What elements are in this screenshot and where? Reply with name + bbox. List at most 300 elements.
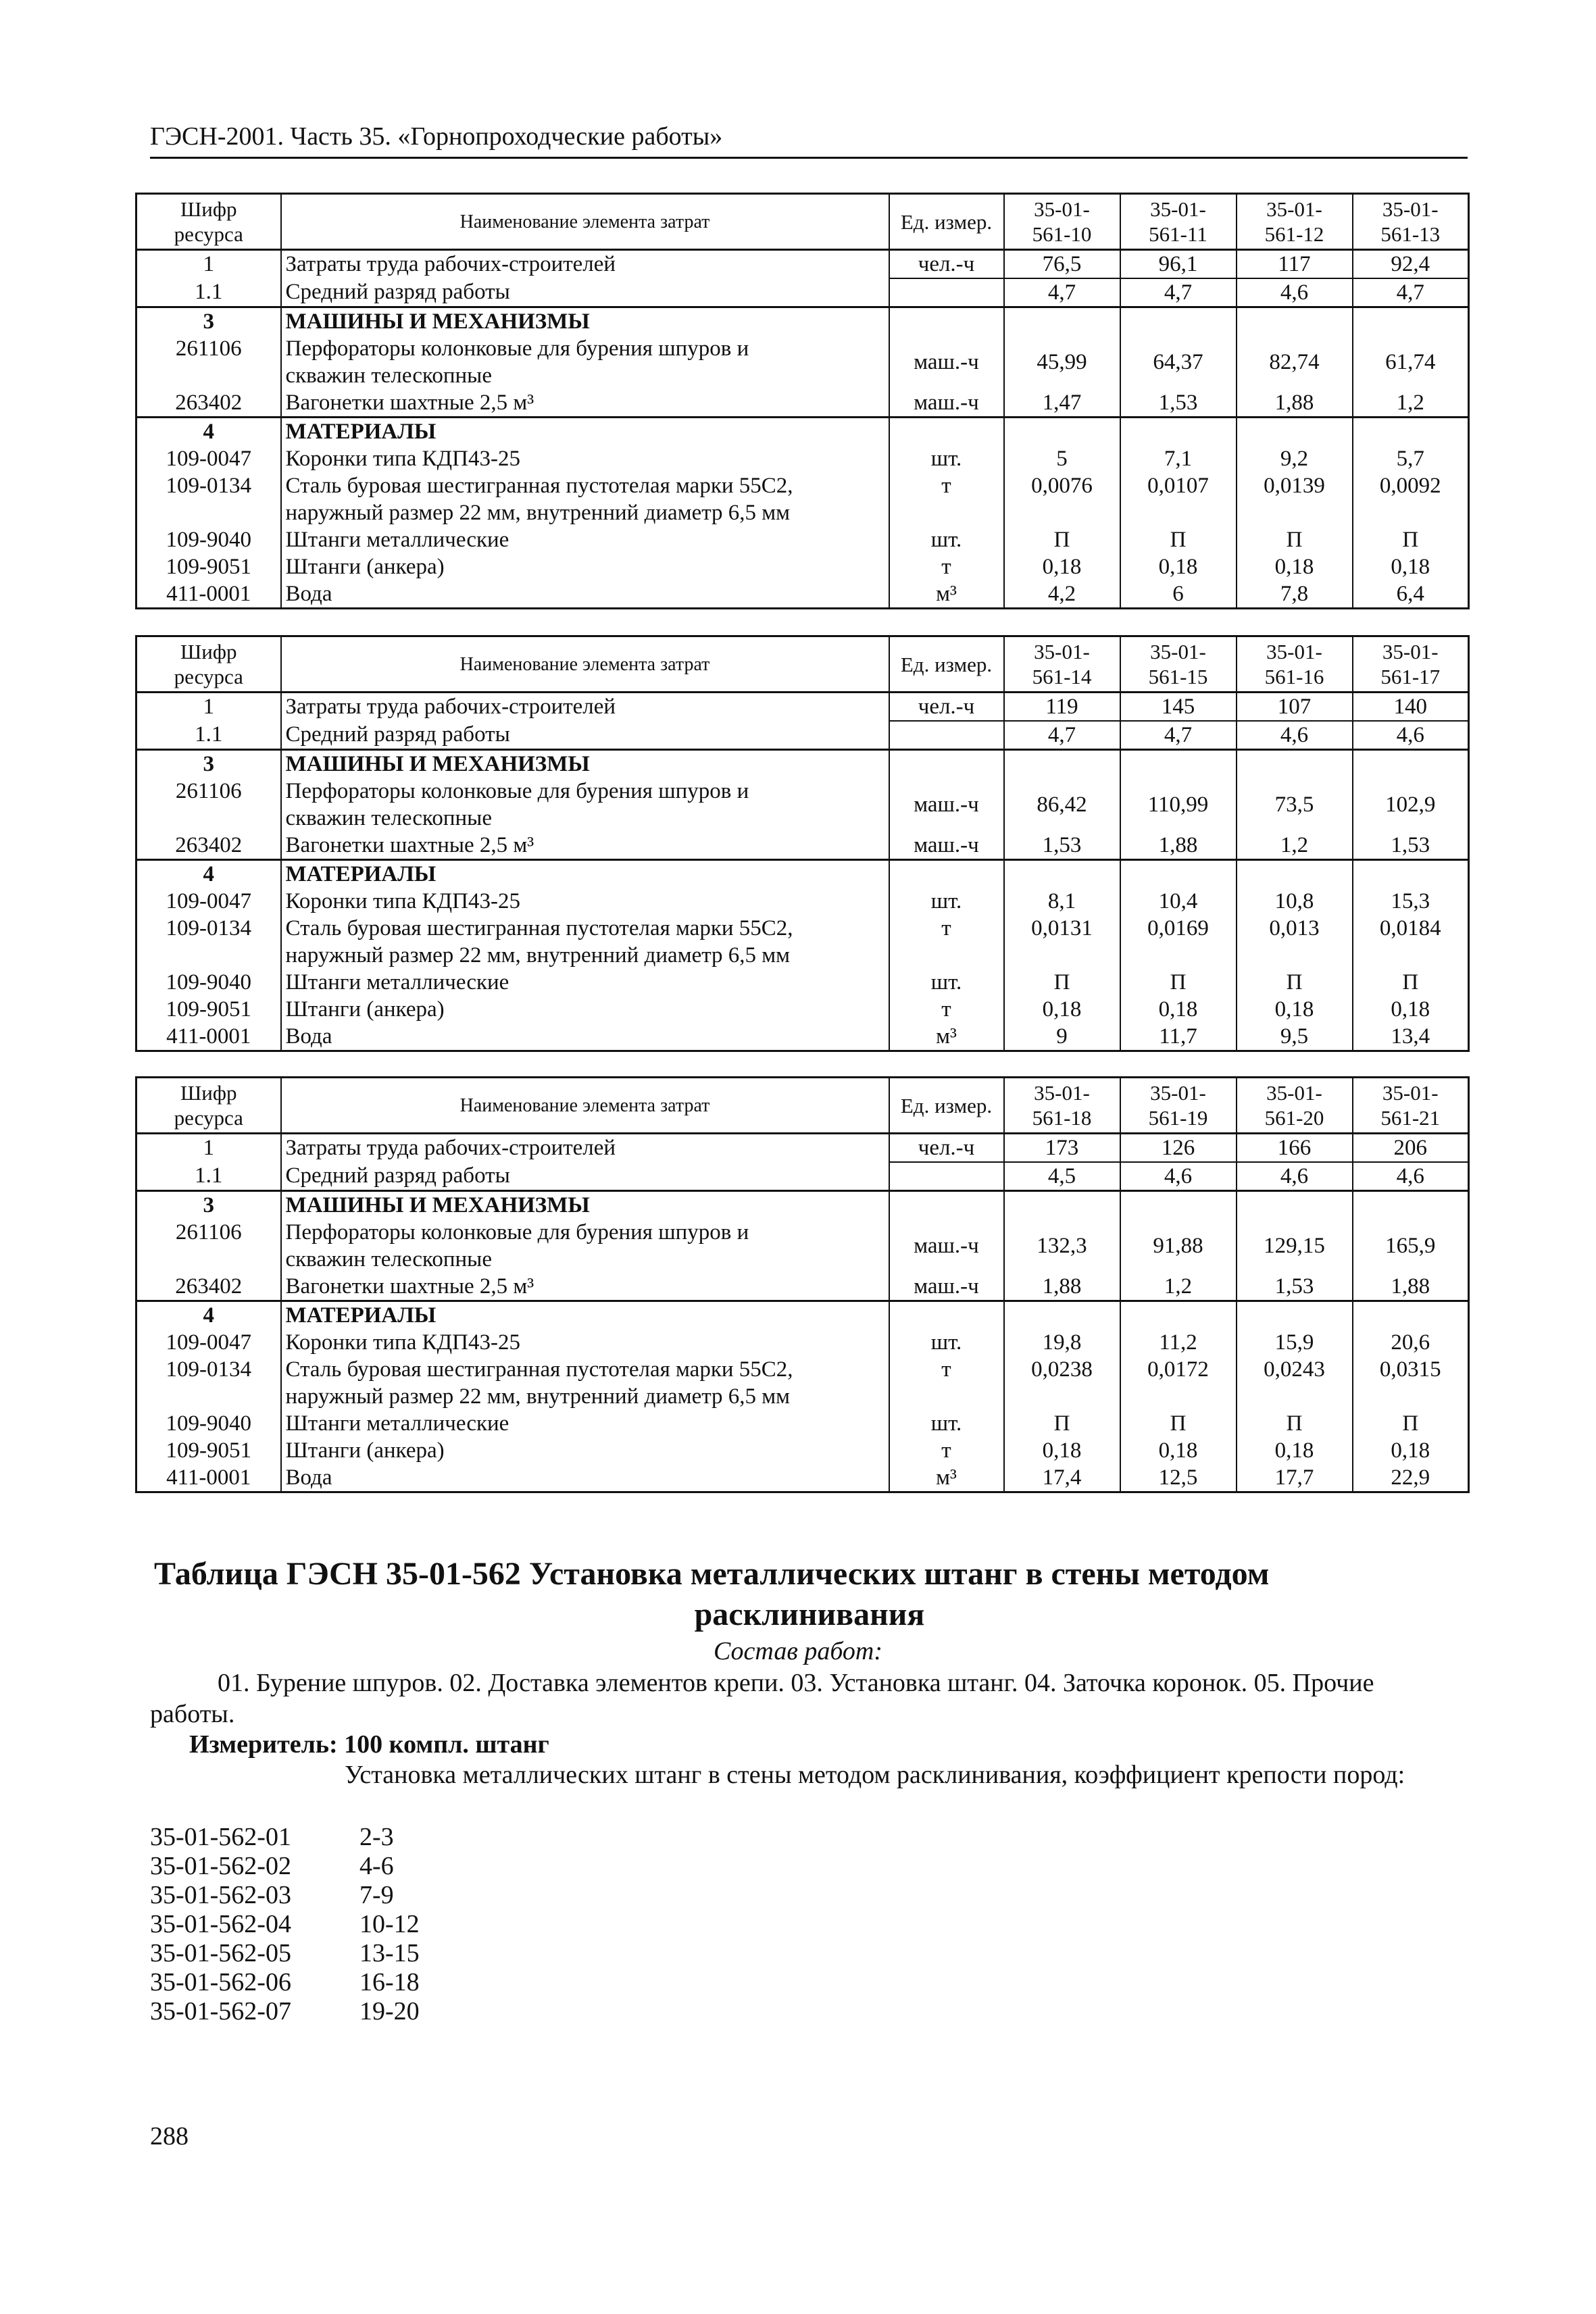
unit-of-measure: шт. (889, 526, 1004, 553)
empty-cell (1004, 418, 1120, 446)
norm-code: 35-01-562-04 (150, 1910, 291, 1938)
norm-value: 4,7 (1120, 721, 1237, 750)
norm-value: 11,7 (1120, 1023, 1237, 1051)
resource-code: 261106 (136, 1219, 281, 1273)
norm-value: 0,0172 (1120, 1356, 1237, 1410)
table-row (136, 445, 1469, 472)
resource-code: 109-0134 (136, 1356, 281, 1410)
cost-element-name-line1: Сталь буровая шестигранная пустотелая марки 55С2, (285, 916, 793, 940)
unit-of-measure: маш.-ч (889, 832, 1004, 860)
unit-of-measure: шт. (889, 445, 1004, 472)
norm-value: 4,6 (1353, 1162, 1469, 1191)
cost-element-name: Штанги (анкера) (281, 553, 889, 580)
section-title-line1: Таблица ГЭСН 35-01-562 Установка металлических штанг в стены методом (154, 1556, 1270, 1592)
table-row (136, 278, 1469, 307)
list-item (150, 1852, 420, 1881)
norm-value: 0,013 (1237, 915, 1353, 969)
norm-value: П (1237, 526, 1353, 553)
section-name: МАТЕРИАЛЫ (281, 1301, 889, 1330)
norm-value: 102,9 (1353, 778, 1469, 832)
norm-value: 1,53 (1004, 832, 1120, 860)
unit-of-measure: маш.-ч (889, 389, 1004, 418)
section-row (136, 750, 1469, 778)
table-row (136, 1329, 1469, 1356)
norm-value: 86,42 (1004, 778, 1120, 832)
section-row (136, 1301, 1469, 1330)
norm-value: П (1120, 526, 1237, 553)
norm-value: 1,53 (1120, 389, 1237, 418)
norm-value: П (1353, 1410, 1469, 1437)
column-header-code-line2: ресурса (174, 665, 243, 688)
column-header-norm-code (1120, 636, 1237, 693)
table-row (136, 250, 1469, 279)
norm-value: 0,0139 (1237, 472, 1353, 526)
unit-of-measure: т (889, 996, 1004, 1023)
column-header-code (136, 194, 281, 250)
work-composition-label: Состав работ: (713, 1637, 883, 1665)
table-row (136, 915, 1469, 969)
norm-value: 0,18 (1120, 1437, 1237, 1464)
norm-code-line2: 561-13 (1380, 222, 1441, 246)
empty-cell (1004, 860, 1120, 888)
norm-value: 76,5 (1004, 250, 1120, 279)
cost-element-name: Штанги металлические (281, 1410, 889, 1437)
norm-value: 0,18 (1004, 996, 1120, 1023)
empty-cell (1120, 1301, 1237, 1330)
norm-value: 19,8 (1004, 1329, 1120, 1356)
unit-of-measure (889, 278, 1004, 307)
resource-code: 263402 (136, 389, 281, 418)
page-header: ГЭСН-2001. Часть 35. «Горнопроходческие работы» (150, 122, 1468, 159)
list-item (150, 1968, 420, 1997)
norm-value: 4,7 (1120, 278, 1237, 307)
column-header-code-line1: Шифр (180, 640, 237, 663)
norm-value: 7,8 (1237, 580, 1353, 609)
cost-element-name: Штанги (анкера) (281, 996, 889, 1023)
table-row (136, 1437, 1469, 1464)
unit-of-measure: т (889, 472, 1004, 526)
rock-hardness-range: 19-20 (359, 1997, 420, 2026)
empty-cell (1004, 307, 1120, 336)
table-row (136, 996, 1469, 1023)
resource-code: 1 (136, 693, 281, 722)
unit-of-measure: т (889, 553, 1004, 580)
cost-element-name: Коронки типа КДП43-25 (281, 888, 889, 915)
norm-value: 140 (1353, 693, 1469, 722)
unit-of-measure: маш.-ч (889, 778, 1004, 832)
norm-value: 45,99 (1004, 335, 1120, 389)
column-header-norm-code (1004, 194, 1120, 250)
cost-element-name: Коронки типа КДП43-25 (281, 445, 889, 472)
norm-value: П (1004, 969, 1120, 996)
table-row (136, 721, 1469, 750)
resource-code: 411-0001 (136, 1464, 281, 1492)
cost-element-name (281, 472, 889, 526)
norm-value: 92,4 (1353, 250, 1469, 279)
norm-value: 4,7 (1004, 278, 1120, 307)
column-header-code-line1: Шифр (180, 197, 237, 221)
norm-value: 73,5 (1237, 778, 1353, 832)
resource-code: 109-9040 (136, 969, 281, 996)
unit-of-measure: чел.-ч (889, 250, 1004, 279)
column-header-norm-code (1237, 1078, 1353, 1134)
norm-value: 1,47 (1004, 389, 1120, 418)
resource-code: 109-9040 (136, 1410, 281, 1437)
unit-of-measure: шт. (889, 1329, 1004, 1356)
cost-element-name: Вода (281, 1464, 889, 1492)
norm-value: 1,53 (1237, 1273, 1353, 1301)
cost-element-name: Коронки типа КДП43-25 (281, 1329, 889, 1356)
resource-code: 109-0047 (136, 888, 281, 915)
norm-code-line1: 35-01- (1034, 1081, 1090, 1105)
unit-of-measure: чел.-ч (889, 1134, 1004, 1163)
cost-element-name-line2: наружный размер 22 мм, внутренний диаметр 6,5 мм (285, 501, 791, 525)
cost-element-name (281, 1219, 889, 1273)
section-code: 4 (136, 418, 281, 446)
empty-cell (1120, 307, 1237, 336)
resource-code: 109-9051 (136, 553, 281, 580)
column-header-code-line2: ресурса (174, 222, 243, 246)
column-header-code (136, 1078, 281, 1134)
norm-value: 11,2 (1120, 1329, 1237, 1356)
empty-cell (1353, 418, 1469, 446)
column-header-norm-code (1353, 1078, 1469, 1134)
table-row (136, 580, 1469, 609)
norm-value: 7,1 (1120, 445, 1237, 472)
cost-element-name (281, 915, 889, 969)
cost-element-name-line2: скважин телескопные (285, 1247, 492, 1272)
norm-value: 0,0315 (1353, 1356, 1469, 1410)
table-row (136, 1273, 1469, 1301)
column-header-norm-code (1004, 1078, 1120, 1134)
cost-element-name: Вода (281, 580, 889, 609)
rock-hardness-range: 13-15 (359, 1939, 420, 1967)
norm-code: 35-01-562-05 (150, 1939, 291, 1967)
norm-value: 0,18 (1120, 996, 1237, 1023)
norm-value: П (1120, 969, 1237, 996)
norm-value: П (1004, 1410, 1120, 1437)
norm-value: 82,74 (1237, 335, 1353, 389)
column-header-unit: Ед. измер. (889, 194, 1004, 250)
norm-value: 0,0092 (1353, 472, 1469, 526)
norm-value: 0,18 (1004, 1437, 1120, 1464)
resource-code: 1.1 (136, 278, 281, 307)
resource-code: 263402 (136, 1273, 281, 1301)
norm-value: 1,88 (1237, 389, 1353, 418)
table-row (136, 1356, 1469, 1410)
norm-value: 15,9 (1237, 1329, 1353, 1356)
empty-cell (1353, 860, 1469, 888)
norm-value: 4,6 (1353, 721, 1469, 750)
column-header-norm-code (1353, 194, 1469, 250)
norm-value: 9 (1004, 1023, 1120, 1051)
unit-of-measure: м³ (889, 580, 1004, 609)
norm-value: 1,88 (1120, 832, 1237, 860)
cost-element-name: Затраты труда рабочих-строителей (281, 250, 889, 279)
norm-value: 4,6 (1237, 1162, 1353, 1191)
norm-value: 107 (1237, 693, 1353, 722)
work-composition-text: 01. Бурение шпуров. 02. Доставка элементов крепи. 03. Установка штанг. 04. Заточка коронок. 05. Прочие работы. (150, 1669, 1374, 1728)
norm-code-line2: 561-18 (1032, 1106, 1092, 1130)
cost-element-name: Штанги металлические (281, 526, 889, 553)
rock-hardness-range: 4-6 (359, 1852, 394, 1880)
rock-hardness-range: 2-3 (359, 1823, 394, 1851)
norm-value: 119 (1004, 693, 1120, 722)
norm-value: 0,0184 (1353, 915, 1469, 969)
empty-cell (1237, 1301, 1353, 1330)
column-header-name: Наименование элемента затрат (281, 194, 889, 250)
norm-value: 15,3 (1353, 888, 1469, 915)
unit-of-measure (889, 1162, 1004, 1191)
table-row (136, 1162, 1469, 1191)
norm-table (135, 635, 1470, 1052)
table-row (136, 1219, 1469, 1273)
norm-table (135, 193, 1470, 609)
norm-value: 165,9 (1353, 1219, 1469, 1273)
section-code: 3 (136, 1191, 281, 1219)
column-header-norm-code (1237, 636, 1353, 693)
unit-of-measure: м³ (889, 1464, 1004, 1492)
section-row (136, 307, 1469, 336)
cost-element-name-line2: скважин телескопные (285, 806, 492, 830)
cost-element-name-line1: Перфораторы колонковые для бурения шпуров и (285, 779, 749, 803)
norm-value: 0,0238 (1004, 1356, 1120, 1410)
resource-code: 411-0001 (136, 580, 281, 609)
norm-value: 110,99 (1120, 778, 1237, 832)
section-code: 4 (136, 860, 281, 888)
unit-of-measure: м³ (889, 1023, 1004, 1051)
column-header-norm-code (1353, 636, 1469, 693)
norm-code-line2: 561-17 (1380, 665, 1441, 688)
norm-value: П (1237, 969, 1353, 996)
unit-of-measure: т (889, 915, 1004, 969)
section-name: МАТЕРИАЛЫ (281, 860, 889, 888)
empty-cell (1237, 307, 1353, 336)
norm-value: 17,4 (1004, 1464, 1120, 1492)
cost-element-name: Штанги металлические (281, 969, 889, 996)
norm-value: 117 (1237, 250, 1353, 279)
cost-element-name: Вагонетки шахтные 2,5 м³ (281, 832, 889, 860)
norm-code: 35-01-562-07 (150, 1997, 291, 2026)
norm-code-line2: 561-16 (1264, 665, 1324, 688)
meter-label: Измеритель: 100 компл. штанг (189, 1730, 549, 1759)
column-header-code-line1: Шифр (180, 1081, 237, 1105)
norm-code-line2: 561-11 (1149, 222, 1207, 246)
table-row (136, 778, 1469, 832)
section-row (136, 1191, 1469, 1219)
table-row (136, 1410, 1469, 1437)
norm-code: 35-01-562-02 (150, 1852, 291, 1880)
section-row (136, 860, 1469, 888)
table-row (136, 553, 1469, 580)
norm-value: 0,18 (1237, 553, 1353, 580)
table-row (136, 969, 1469, 996)
column-header-unit: Ед. измер. (889, 636, 1004, 693)
norm-code-line1: 35-01- (1034, 640, 1090, 663)
norm-value: 6,4 (1353, 580, 1469, 609)
norm-value: 4,6 (1120, 1162, 1237, 1191)
norm-code-line1: 35-01- (1034, 197, 1090, 221)
cost-element-name-line2: наружный размер 22 мм, внутренний диаметр 6,5 мм (285, 1384, 791, 1409)
empty-cell (889, 1301, 1004, 1330)
norm-value: 9,5 (1237, 1023, 1353, 1051)
norm-code-line1: 35-01- (1382, 640, 1439, 663)
resource-code: 109-0047 (136, 445, 281, 472)
cost-element-name-line1: Сталь буровая шестигранная пустотелая марки 55С2, (285, 1357, 793, 1382)
cost-element-name: Средний разряд работы (281, 721, 889, 750)
norm-value: 22,9 (1353, 1464, 1469, 1492)
unit-of-measure: шт. (889, 888, 1004, 915)
norm-value: 0,0131 (1004, 915, 1120, 969)
norm-value: 10,4 (1120, 888, 1237, 915)
norm-value: 5 (1004, 445, 1120, 472)
unit-of-measure: шт. (889, 1410, 1004, 1437)
column-header-norm-code (1120, 1078, 1237, 1134)
column-header-code (136, 636, 281, 693)
rock-hardness-range: 10-12 (359, 1910, 420, 1938)
table-row (136, 472, 1469, 526)
norm-value: 96,1 (1120, 250, 1237, 279)
section-code: 3 (136, 750, 281, 778)
table-row (136, 888, 1469, 915)
column-header-unit: Ед. измер. (889, 1078, 1004, 1134)
norm-value: 10,8 (1237, 888, 1353, 915)
norm-value: 1,88 (1004, 1273, 1120, 1301)
section-title (154, 1554, 1465, 1635)
norm-codes-list (150, 1823, 420, 2026)
norm-value: П (1120, 1410, 1237, 1437)
resource-code: 109-0134 (136, 472, 281, 526)
norm-value: 0,18 (1353, 553, 1469, 580)
empty-cell (889, 418, 1004, 446)
column-header-name: Наименование элемента затрат (281, 1078, 889, 1134)
norm-code-line2: 561-12 (1264, 222, 1324, 246)
norm-value: 5,7 (1353, 445, 1469, 472)
norm-value: 129,15 (1237, 1219, 1353, 1273)
column-header-name: Наименование элемента затрат (281, 636, 889, 693)
norm-value: 1,88 (1353, 1273, 1469, 1301)
norm-value: 20,6 (1353, 1329, 1469, 1356)
empty-cell (1004, 750, 1120, 778)
empty-cell (1237, 750, 1353, 778)
empty-cell (1353, 1191, 1469, 1219)
norm-value: 61,74 (1353, 335, 1469, 389)
norm-value: 0,18 (1237, 996, 1353, 1023)
rock-hardness-range: 7-9 (359, 1881, 394, 1909)
empty-cell (1237, 1191, 1353, 1219)
empty-cell (1353, 1301, 1469, 1330)
cost-element-name-line2: скважин телескопные (285, 363, 492, 388)
empty-cell (1237, 860, 1353, 888)
norm-value: 0,18 (1237, 1437, 1353, 1464)
column-header-code-line2: ресурса (174, 1106, 243, 1130)
resource-code: 109-0047 (136, 1329, 281, 1356)
cost-element-name (281, 335, 889, 389)
norm-value: 132,3 (1004, 1219, 1120, 1273)
resource-code: 109-9051 (136, 1437, 281, 1464)
resource-code: 109-0134 (136, 915, 281, 969)
norm-value: 1,2 (1120, 1273, 1237, 1301)
norm-code-line1: 35-01- (1266, 1081, 1322, 1105)
rock-hardness-range: 16-18 (359, 1968, 420, 1996)
norm-code-line2: 561-21 (1380, 1106, 1441, 1130)
cost-element-name-line2: наружный размер 22 мм, внутренний диаметр 6,5 мм (285, 943, 791, 967)
empty-cell (1004, 1191, 1120, 1219)
section-name: МАШИНЫ И МЕХАНИЗМЫ (281, 307, 889, 336)
section-row (136, 418, 1469, 446)
norm-value: 173 (1004, 1134, 1120, 1163)
list-item (150, 1910, 420, 1939)
norm-value: 17,7 (1237, 1464, 1353, 1492)
unit-of-measure: маш.-ч (889, 1273, 1004, 1301)
resource-code: 1.1 (136, 1162, 281, 1191)
cost-element-name: Вагонетки шахтные 2,5 м³ (281, 1273, 889, 1301)
norm-code-line2: 561-14 (1032, 665, 1092, 688)
table-row (136, 1464, 1469, 1492)
table-row (136, 389, 1469, 418)
cost-element-name: Вода (281, 1023, 889, 1051)
norm-value: 4,7 (1353, 278, 1469, 307)
empty-cell (1353, 307, 1469, 336)
empty-cell (889, 860, 1004, 888)
empty-cell (889, 307, 1004, 336)
norm-value: 1,2 (1353, 389, 1469, 418)
cost-element-name: Средний разряд работы (281, 278, 889, 307)
resource-code: 411-0001 (136, 1023, 281, 1051)
norm-value: П (1237, 1410, 1353, 1437)
norm-code-line1: 35-01- (1150, 1081, 1206, 1105)
resource-code: 1.1 (136, 721, 281, 750)
norm-value: 4,6 (1237, 278, 1353, 307)
norm-code: 35-01-562-01 (150, 1823, 291, 1851)
cost-element-name: Штанги (анкера) (281, 1437, 889, 1464)
norm-value: 6 (1120, 580, 1237, 609)
empty-cell (1120, 860, 1237, 888)
section-code: 3 (136, 307, 281, 336)
norm-code-line1: 35-01- (1382, 1081, 1439, 1105)
cost-element-name: Средний разряд работы (281, 1162, 889, 1191)
norm-value: П (1353, 526, 1469, 553)
section-name: МАШИНЫ И МЕХАНИЗМЫ (281, 750, 889, 778)
cost-element-name-line1: Перфораторы колонковые для бурения шпуров и (285, 336, 749, 361)
norm-value: 4,2 (1004, 580, 1120, 609)
norm-value: 0,0076 (1004, 472, 1120, 526)
norm-code-line2: 561-15 (1148, 665, 1208, 688)
norm-code-line2: 561-10 (1032, 222, 1092, 246)
page-number: 288 (150, 2122, 189, 2150)
unit-of-measure: шт. (889, 969, 1004, 996)
list-item (150, 1997, 420, 2026)
norm-value: П (1004, 526, 1120, 553)
resource-code: 109-9051 (136, 996, 281, 1023)
section-title-line2: расклинивания (694, 1596, 925, 1632)
table-row (136, 526, 1469, 553)
norm-value: 4,7 (1004, 721, 1120, 750)
norm-value: 0,0243 (1237, 1356, 1353, 1410)
resource-code: 263402 (136, 832, 281, 860)
resource-code: 1 (136, 250, 281, 279)
column-header-norm-code (1237, 194, 1353, 250)
unit-of-measure: чел.-ч (889, 693, 1004, 722)
norm-value: 8,1 (1004, 888, 1120, 915)
norm-code-line1: 35-01- (1150, 640, 1206, 663)
norm-value: 0,18 (1353, 1437, 1469, 1464)
resource-code: 109-9040 (136, 526, 281, 553)
empty-cell (889, 1191, 1004, 1219)
table-row (136, 832, 1469, 860)
norm-value: 0,18 (1353, 996, 1469, 1023)
section-code: 4 (136, 1301, 281, 1330)
